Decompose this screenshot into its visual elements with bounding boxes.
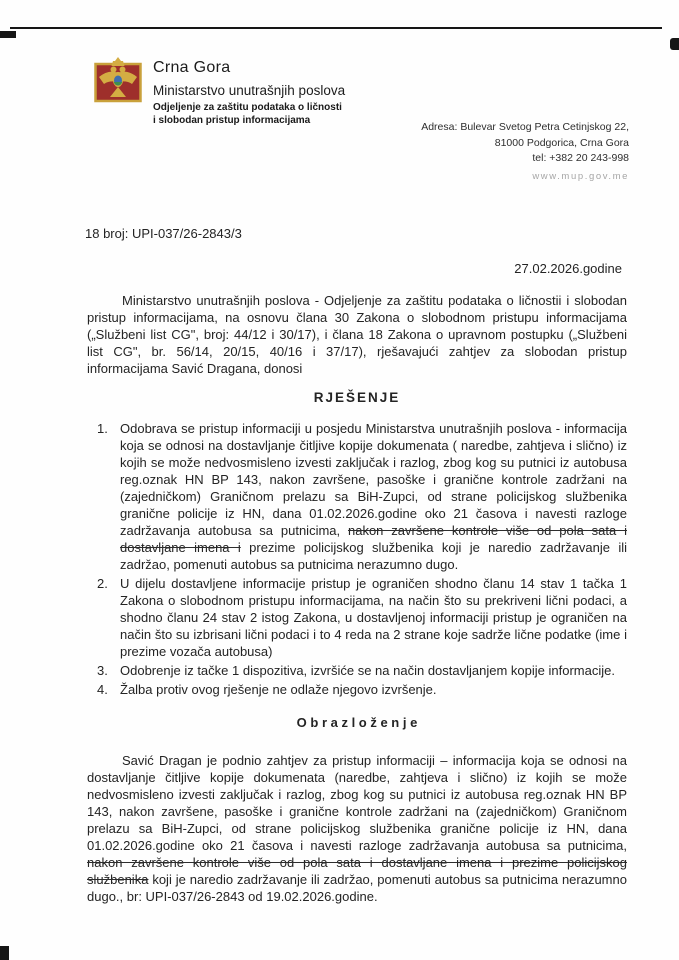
address-line-phone: tel: +382 20 243-998 bbox=[532, 152, 629, 164]
explanation-paragraph bbox=[87, 752, 627, 905]
explanation-struck-text: nakon završene kontrole više od pola sata i dostavljane imena i prezime policijskog službenika bbox=[87, 855, 627, 887]
address-line-city: 81000 Podgorica, Crna Gora bbox=[494, 136, 629, 149]
reference-number: 18 broj: UPI-037/26-2843/3 bbox=[85, 226, 242, 241]
dispositive-item-1 bbox=[97, 420, 627, 573]
dispositive-list bbox=[97, 420, 627, 700]
item-2-text: U dijelu dostavljene informacije pristup je ograničen shodno članu 14 stav 1 tačka 1 Zakona o slobodnom pristupu informacijama, na način što su prekriveni lični podaci, a shodno članu 24 stav 2 istog Zakona, u dostavljenoj informaciji pristup je ograničen na način što su izbrisani lični podaci i to 4 reda na 2 strane koje sadrže lične podatke (ime i prezime vozača autobusa) bbox=[120, 576, 627, 659]
item-2-number: 2. bbox=[97, 576, 108, 591]
item-4-number: 4. bbox=[97, 682, 108, 697]
document-date: 27.02.2026.godine bbox=[514, 261, 622, 276]
country-name: Crna Gora bbox=[153, 59, 231, 76]
item-1-text-after: prezime policijskog službenika koji je naredio zadržavanje ili zadržao, pomenuti autobus sa putnicima nerazumno dugo. bbox=[120, 540, 627, 572]
scan-artifact-bottom-left bbox=[0, 946, 9, 960]
decision-title: RJEŠENJE bbox=[313, 390, 401, 405]
item-1-text-before: Odobrava se pristup informaciji u posjedu Ministarstva unutrašnjih poslova - informacija koja se odnosi na dostavljanje čitljive kopije dokumenata ( naredbe, zahtjeva i slično) iz kojih se može nedvosmisleno izvesti zaključak i razlog, zbog kog su putnici iz autobusa reg.oznak HN BP 143, nakon završene, pasoške i granične kontrole zadržani na (zajedničkom) Graničnom prelazu sa BiH-Zupci, od strane policijskog službenika granične policije iz HN, dana 01.02.2026.godine oko 21 časova i navesti razloge zadržavanja autobusa sa putnicima, bbox=[120, 421, 627, 538]
item-3-text: Odobrenje iz tačke 1 dispozitiva, izvršiće se na način dostavljanjem kopije informacije. bbox=[120, 663, 615, 678]
item-1-struck-text: nakon završene kontrole više od pola sata i dostavljane imena i bbox=[120, 523, 627, 555]
item-3-number: 3. bbox=[97, 663, 108, 678]
item-1-number: 1. bbox=[97, 421, 108, 436]
dispositive-item-4 bbox=[97, 681, 627, 698]
dispositive-item-3 bbox=[97, 662, 627, 679]
department-line-2: i slobodan pristup informacijama bbox=[153, 114, 311, 126]
explanation-text-before: Savić Dragan je podnio zahtjev za pristup informaciji – informacija koja se odnosi na dostavljanje čitljive kopije dokumenata (naredbe, zahtjeva i slično) iz kojih se može nedvosmisleno izvesti zaključak i razlog, zbog kog su putnici iz autobusa reg.oznak HN BP 143, nakon završene, pasoške i granične kontrole zadržani na (zajedničkom) Graničnom prelazu sa BiH-Zupci, od strane policijskog službenika granične policije iz HN, dana 01.02.2026.godine oko 21 časova i navesti razloge zadržavanja autobusa sa putnicima, bbox=[87, 753, 627, 853]
coat-of-arms-logo bbox=[93, 56, 143, 114]
ministry-name: Ministarstvo unutrašnjih poslova bbox=[153, 83, 346, 98]
scan-artifact-top-left bbox=[0, 31, 16, 38]
letterhead bbox=[93, 56, 629, 184]
explanation-text-after: koji je naredio zadržavanje ili zadržao, pomenuti autobus sa putnicima nerazumno dugo., br: UPI-037/26-2843 od 19.02.2026.godine. bbox=[87, 872, 627, 904]
dispositive-item-2 bbox=[97, 575, 627, 660]
address-line-street: Adresa: Bulevar Svetog Petra Cetinjskog 22, bbox=[421, 121, 629, 133]
address-block bbox=[421, 120, 629, 184]
explanation-heading: O b r a z l o ž e n j e bbox=[296, 715, 418, 730]
intro-paragraph: Ministarstvo unutrašnjih poslova - Odjeljenje za zaštitu podataka o ličnostii i slobodan pristup informacijama, na osnovu člana 30 Zakona o slobodnom pristupu informacijama („Službeni list CG", broj: 44/12 i 30/17), i člana 18 Zakona o upravnom postupku („Službeni list CG", br. 56/14, 20/15, 40/16 i 37/17), rješavajući zahtjev za slobodan pristup informacijama Savić Dragana, donosi bbox=[87, 293, 627, 376]
coat-of-arms-graphic bbox=[93, 56, 143, 114]
item-4-text: Žalba protiv ovog rješenje ne odlaže njegovo izvršenje. bbox=[120, 682, 437, 697]
website-text: www.mup.gov.me bbox=[532, 170, 629, 182]
scan-artifact-top-right bbox=[670, 38, 679, 50]
department-line-1: Odjeljenje za zaštitu podataka o ličnosti bbox=[153, 102, 342, 113]
scan-artifact-top-line bbox=[10, 27, 662, 29]
